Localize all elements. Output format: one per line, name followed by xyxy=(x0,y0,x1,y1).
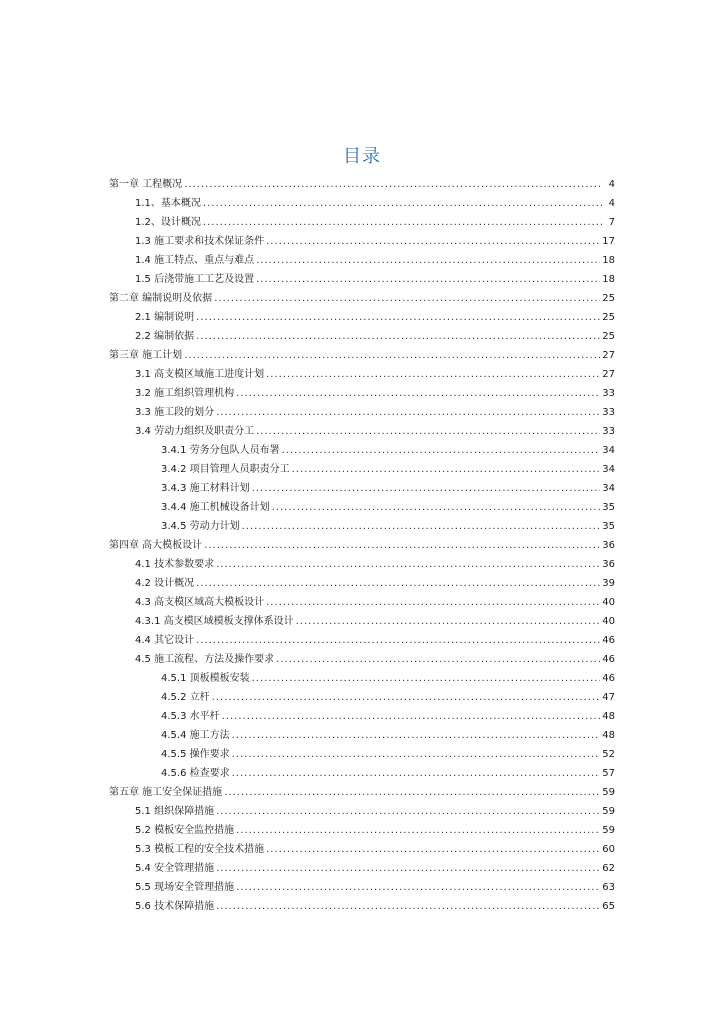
toc-leader-dots xyxy=(276,650,600,669)
toc-entry[interactable] xyxy=(0,213,615,232)
toc-leader-dots xyxy=(216,897,600,916)
toc-page-number: 27 xyxy=(602,350,615,361)
toc-page-number: 46 xyxy=(602,635,615,646)
toc-entry[interactable] xyxy=(0,308,615,327)
toc-leader-dots xyxy=(236,821,600,840)
toc-page-number: 33 xyxy=(602,426,615,437)
toc-leader-dots xyxy=(203,194,603,213)
toc-entry[interactable] xyxy=(0,821,615,840)
toc-entry-text: 1.2、设计概况 xyxy=(135,217,201,228)
toc-page-number: 47 xyxy=(602,692,615,703)
toc-entry-text: 4.5.2 立杆 xyxy=(161,692,210,703)
toc-leader-dots xyxy=(184,346,600,365)
toc-entry[interactable] xyxy=(0,289,615,308)
toc-leader-dots xyxy=(203,213,603,232)
toc-page-number: 63 xyxy=(602,882,615,893)
toc-page-number: 4 xyxy=(608,198,615,209)
toc-page-number: 4 xyxy=(608,179,615,190)
toc-leader-dots xyxy=(266,232,600,251)
toc-leader-dots xyxy=(282,441,601,460)
toc-entry-text: 第二章 编制说明及依据 xyxy=(109,293,213,304)
toc-entry-text: 5.4 安全管理措施 xyxy=(135,863,215,874)
toc-entry-text: 3.4.2 项目管理人员职责分工 xyxy=(161,464,290,475)
toc-page-number: 35 xyxy=(602,521,615,532)
toc-entry-text: 3.4.5 劳动力计划 xyxy=(161,521,240,532)
toc-entry[interactable] xyxy=(0,251,615,270)
toc-entry[interactable] xyxy=(0,802,615,821)
toc-leader-dots xyxy=(256,422,600,441)
toc-entry-text: 3.4.4 施工机械设备计划 xyxy=(161,502,270,513)
toc-entry[interactable] xyxy=(0,194,615,213)
toc-page-number: 39 xyxy=(602,578,615,589)
toc-page-number: 48 xyxy=(602,730,615,741)
toc-entry-text: 1.3 施工要求和技术保证条件 xyxy=(135,236,265,247)
toc-leader-dots xyxy=(214,289,600,308)
toc-page-number: 17 xyxy=(602,236,615,247)
toc-entry-text: 4.4 其它设计 xyxy=(135,635,195,646)
toc-page-number: 40 xyxy=(602,616,615,627)
toc-leader-dots xyxy=(236,878,600,897)
toc-page-number: 62 xyxy=(602,863,615,874)
toc-page-number: 60 xyxy=(602,844,615,855)
toc-leader-dots xyxy=(242,517,601,536)
toc-list xyxy=(0,175,724,916)
toc-leader-dots xyxy=(272,498,601,517)
toc-leader-dots xyxy=(222,707,601,726)
toc-entry[interactable] xyxy=(0,460,615,479)
toc-leader-dots xyxy=(224,783,600,802)
toc-entry-text: 2.1 编制说明 xyxy=(135,312,195,323)
toc-entry[interactable] xyxy=(0,783,615,802)
toc-entry[interactable] xyxy=(0,346,615,365)
toc-entry-text: 3.1 高支模区域施工进度计划 xyxy=(135,369,265,380)
toc-page-number: 36 xyxy=(602,559,615,570)
toc-leader-dots xyxy=(212,688,601,707)
toc-entry[interactable] xyxy=(0,498,615,517)
toc-leader-dots xyxy=(216,555,600,574)
toc-entry[interactable] xyxy=(0,175,615,194)
toc-entry-text: 4.2 设计概况 xyxy=(135,578,195,589)
toc-entry-text: 4.5.4 施工方法 xyxy=(161,730,230,741)
toc-entry[interactable] xyxy=(0,897,615,916)
toc-entry-text: 第一章 工程概况 xyxy=(109,179,183,190)
toc-page-number: 59 xyxy=(602,787,615,798)
toc-entry[interactable] xyxy=(0,764,615,783)
toc-leader-dots xyxy=(296,612,601,631)
toc-entry-text: 1.4 施工特点、重点与难点 xyxy=(135,255,255,266)
toc-leader-dots xyxy=(256,251,600,270)
toc-entry[interactable] xyxy=(0,574,615,593)
toc-leader-dots xyxy=(184,175,603,194)
toc-entry[interactable] xyxy=(0,745,615,764)
toc-entry-text: 1.1、基本概况 xyxy=(135,198,201,209)
toc-entry-text: 4.5.3 水平杆 xyxy=(161,711,220,722)
toc-page-number: 59 xyxy=(602,806,615,817)
toc-entry[interactable] xyxy=(0,612,615,631)
toc-leader-dots xyxy=(196,308,600,327)
toc-leader-dots xyxy=(216,403,600,422)
toc-leader-dots xyxy=(196,327,600,346)
toc-entry[interactable] xyxy=(0,441,615,460)
toc-entry[interactable] xyxy=(0,726,615,745)
toc-entry-text: 第三章 施工计划 xyxy=(109,350,183,361)
toc-entry[interactable] xyxy=(0,327,615,346)
toc-leader-dots xyxy=(196,631,600,650)
toc-page-number: 65 xyxy=(602,901,615,912)
toc-leader-dots xyxy=(292,460,601,479)
toc-entry-text: 4.5.1 顶板模板安装 xyxy=(161,673,250,684)
toc-leader-dots xyxy=(204,536,600,555)
toc-page-number: 25 xyxy=(602,312,615,323)
toc-entry[interactable] xyxy=(0,270,615,289)
toc-entry[interactable] xyxy=(0,669,615,688)
toc-leader-dots xyxy=(252,669,601,688)
toc-page-number: 34 xyxy=(602,483,615,494)
toc-page-number: 33 xyxy=(602,388,615,399)
toc-entry-text: 2.2 编制依据 xyxy=(135,331,195,342)
toc-entry-text: 3.4 劳动力组织及职责分工 xyxy=(135,426,255,437)
toc-leader-dots xyxy=(236,384,600,403)
toc-page-number: 48 xyxy=(602,711,615,722)
toc-entry[interactable] xyxy=(0,593,615,612)
toc-page-number: 40 xyxy=(602,597,615,608)
toc-leader-dots xyxy=(216,802,600,821)
toc-entry-text: 5.1 组织保障措施 xyxy=(135,806,215,817)
toc-entry[interactable] xyxy=(0,517,615,536)
toc-entry-text: 4.5.6 检查要求 xyxy=(161,768,230,779)
toc-title: 目录 xyxy=(343,146,381,167)
toc-entry[interactable] xyxy=(0,878,615,897)
toc-page-number: 34 xyxy=(602,464,615,475)
toc-entry-text: 4.5.5 操作要求 xyxy=(161,749,230,760)
toc-entry-text: 5.6 技术保障措施 xyxy=(135,901,215,912)
toc-entry[interactable] xyxy=(0,422,615,441)
toc-page-number: 33 xyxy=(602,407,615,418)
toc-entry-text: 4.3 高支模区域高大模板设计 xyxy=(135,597,265,608)
toc-entry[interactable] xyxy=(0,232,615,251)
toc-entry-text: 5.3 模板工程的安全技术措施 xyxy=(135,844,265,855)
toc-entry-text: 第四章 高大模板设计 xyxy=(109,540,203,551)
toc-entry-text: 3.2 施工组织管理机构 xyxy=(135,388,235,399)
toc-entry-text: 4.1 技术参数要求 xyxy=(135,559,215,570)
toc-entry[interactable] xyxy=(0,707,615,726)
toc-leader-dots xyxy=(232,764,601,783)
toc-page-number: 46 xyxy=(602,673,615,684)
toc-leader-dots xyxy=(252,479,601,498)
toc-entry[interactable] xyxy=(0,840,615,859)
toc-page-number: 34 xyxy=(602,445,615,456)
toc-entry[interactable] xyxy=(0,365,615,384)
toc-entry[interactable] xyxy=(0,688,615,707)
toc-entry-text: 第五章 施工安全保证措施 xyxy=(109,787,223,798)
toc-leader-dots xyxy=(266,840,600,859)
toc-leader-dots xyxy=(232,726,601,745)
toc-entry[interactable] xyxy=(0,859,615,878)
toc-entry-text: 5.2 模板安全监控措施 xyxy=(135,825,235,836)
toc-leader-dots xyxy=(266,593,600,612)
toc-entry[interactable] xyxy=(0,403,615,422)
toc-entry-text: 3.3 施工段的划分 xyxy=(135,407,215,418)
toc-leader-dots xyxy=(256,270,600,289)
toc-entry-text: 4.3.1 高支模区域模板支撑体系设计 xyxy=(135,616,294,627)
toc-page-number: 35 xyxy=(602,502,615,513)
toc-page-number: 27 xyxy=(602,369,615,380)
toc-page-number: 25 xyxy=(602,331,615,342)
toc-entry[interactable] xyxy=(0,650,615,669)
toc-leader-dots xyxy=(196,574,600,593)
toc-page-number: 46 xyxy=(602,654,615,665)
toc-page-number: 25 xyxy=(602,293,615,304)
toc-page-number: 18 xyxy=(602,255,615,266)
toc-entry[interactable] xyxy=(0,555,615,574)
toc-leader-dots xyxy=(216,859,600,878)
toc-page-number: 52 xyxy=(602,749,615,760)
toc-entry[interactable] xyxy=(0,536,615,555)
toc-page-number: 7 xyxy=(608,217,615,228)
toc-entry[interactable] xyxy=(0,479,615,498)
toc-page-number: 57 xyxy=(602,768,615,779)
toc-leader-dots xyxy=(266,365,600,384)
toc-leader-dots xyxy=(232,745,601,764)
toc-entry-text: 5.5 现场安全管理措施 xyxy=(135,882,235,893)
toc-entry[interactable] xyxy=(0,631,615,650)
toc-entry-text: 3.4.1 劳务分包队人员布署 xyxy=(161,445,280,456)
toc-entry-text: 3.4.3 施工材料计划 xyxy=(161,483,250,494)
toc-entry-text: 1.5 后浇带施工工艺及设置 xyxy=(135,274,255,285)
toc-page-number: 59 xyxy=(602,825,615,836)
toc-entry[interactable] xyxy=(0,384,615,403)
toc-page-number: 18 xyxy=(602,274,615,285)
toc-page-number: 36 xyxy=(602,540,615,551)
toc-entry-text: 4.5 施工流程、方法及操作要求 xyxy=(135,654,275,665)
